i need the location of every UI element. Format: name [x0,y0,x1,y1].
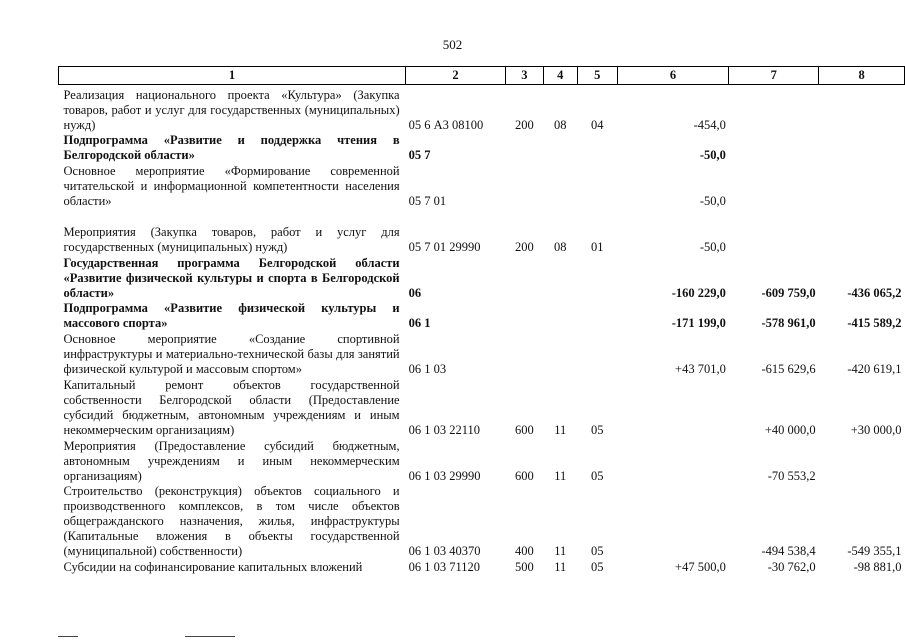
table-row [59,301,905,331]
row-name: Основное мероприятие «Формирование современной читательской и информационной компетентности населения области» [63,163,400,208]
row-col-6: +43 701,0 [675,361,726,376]
row-code: 06 1 03 22110 [408,422,481,437]
budget-table [58,66,905,575]
scan-edge-line [185,636,235,637]
row-col-4: 08 [554,117,567,132]
row-col-7: -609 759,0 [761,285,816,300]
row-col-5: 05 [590,559,604,574]
header-row [59,67,905,85]
table-row [59,377,905,438]
table-row [59,133,905,163]
row-col-3 [505,301,543,331]
row-col-7: -494 538,4 [761,543,816,558]
table-row [59,438,905,484]
row-col-8 [819,438,905,484]
row-col-5 [577,255,617,301]
header-col-3: 3 [505,67,543,85]
header-col-7: 7 [729,67,819,85]
row-col-3: 600 [514,422,534,437]
row-code: 06 1 03 40370 [408,543,481,558]
table-row [59,559,905,575]
row-col-6: -50,0 [699,239,726,254]
row-col-6: -160 229,0 [671,285,726,300]
header-col-6: 6 [617,67,729,85]
table-row [59,209,905,255]
table-row [59,163,905,209]
header-col-8: 8 [819,67,905,85]
row-col-3: 500 [514,559,534,574]
row-col-8: -420 619,1 [847,361,902,376]
row-col-5 [577,163,617,209]
row-col-3: 400 [514,543,534,558]
row-name: Подпрограмма «Развитие физической культуры и массового спорта» [63,300,400,330]
row-col-6: -50,0 [699,147,726,162]
row-name: Мероприятия (Предоставление субсидий бюджетным, автономным учреждениям и иным некоммерческим организациям) [63,438,400,483]
row-col-4: 11 [554,468,567,483]
row-col-4 [543,133,577,163]
row-col-3 [505,255,543,301]
row-col-7 [729,85,819,133]
row-code: 06 [408,285,422,300]
row-col-8 [819,133,905,163]
row-code: 06 1 [408,315,431,330]
row-col-8: -415 589,2 [847,315,902,330]
row-col-5 [577,331,617,377]
row-col-5: 04 [590,117,604,132]
row-code: 06 1 03 [408,361,447,376]
row-name: Реализация национального проекта «Культура» (Закупка товаров, работ и услуг для государственных (муниципальных) нужд) [63,87,400,132]
row-col-4: 11 [554,422,567,437]
row-code: 05 7 01 [408,193,447,208]
row-col-3: 200 [514,239,534,254]
row-col-6 [617,377,729,438]
row-name: Подпрограмма «Развитие и поддержка чтения в Белгородской области» [63,132,400,162]
row-col-7 [729,133,819,163]
header-col-2: 2 [406,67,506,85]
row-col-5: 05 [590,422,604,437]
row-col-4 [543,255,577,301]
table-row [59,331,905,377]
row-name: Мероприятия (Закупка товаров, работ и услуг для государственных (муниципальных) нужд) [63,224,400,254]
row-col-5 [577,133,617,163]
row-col-5: 05 [590,543,604,558]
row-name: Субсидии на софинансирование капитальных вложений [63,559,363,574]
row-col-4: 08 [554,239,567,254]
row-col-3: 600 [514,468,534,483]
row-col-3: 200 [514,117,534,132]
row-col-8: +30 000,0 [850,422,902,437]
row-col-4: 11 [554,559,567,574]
row-code: 06 1 03 29990 [408,468,481,483]
row-name: Капитальный ремонт объектов государственной собственности Белгородской области (Предоставление субсидий бюджетным, автономным учреждениям и иным некоммерческим организациям) [63,377,400,437]
row-col-5: 01 [590,239,604,254]
row-col-7 [729,209,819,255]
row-col-6: +47 500,0 [675,559,726,574]
header-col-5: 5 [577,67,617,85]
row-col-8 [819,85,905,133]
table-row [59,484,905,559]
row-col-3 [505,163,543,209]
row-col-8 [819,163,905,209]
row-name: Строительство (реконструкция) объектов социального и производственного комплексов, в том числе объектов общегражданского назначения, жилья, инфраструктуры (Капитальные вложения в объекты государственной (муниципальной) собственности) [63,483,400,558]
row-col-6 [617,438,729,484]
row-col-8: -98 881,0 [853,559,902,574]
row-col-6: -50,0 [699,193,726,208]
row-col-4: 11 [554,543,567,558]
header-col-1: 1 [59,67,406,85]
row-col-7: -30 762,0 [767,559,816,574]
row-name: Государственная программа Белгородской области «Развитие физической культуры и спорта в Белгородской области» [63,255,400,300]
row-code: 05 7 01 29990 [408,239,481,254]
row-code: 05 7 [408,147,431,162]
row-col-6: -454,0 [693,117,726,132]
row-code: 05 6 А3 08100 [408,117,484,132]
row-col-6: -171 199,0 [671,315,726,330]
row-col-8 [819,209,905,255]
row-code: 06 1 03 71120 [408,559,481,574]
row-name: Основное мероприятие «Создание спортивной инфраструктуры и материально-технической базы для занятий физической культурой и массовым спортом» [63,331,400,376]
page-number: 502 [442,37,463,52]
scan-edge-line [58,636,78,637]
row-col-7: +40 000,0 [764,422,816,437]
table-row [59,255,905,301]
row-col-7: -578 961,0 [761,315,816,330]
row-col-4 [543,301,577,331]
header-col-4: 4 [543,67,577,85]
row-col-3 [505,133,543,163]
row-col-4 [543,163,577,209]
row-col-7: -70 553,2 [767,468,816,483]
row-col-5: 05 [590,468,604,483]
row-col-6 [617,484,729,559]
row-col-7: -615 629,6 [761,361,816,376]
row-col-4 [543,331,577,377]
row-col-8: -549 355,1 [847,543,902,558]
table-row [59,85,905,133]
row-col-7 [729,163,819,209]
row-col-3 [505,331,543,377]
row-col-5 [577,301,617,331]
row-col-8: -436 065,2 [847,285,902,300]
